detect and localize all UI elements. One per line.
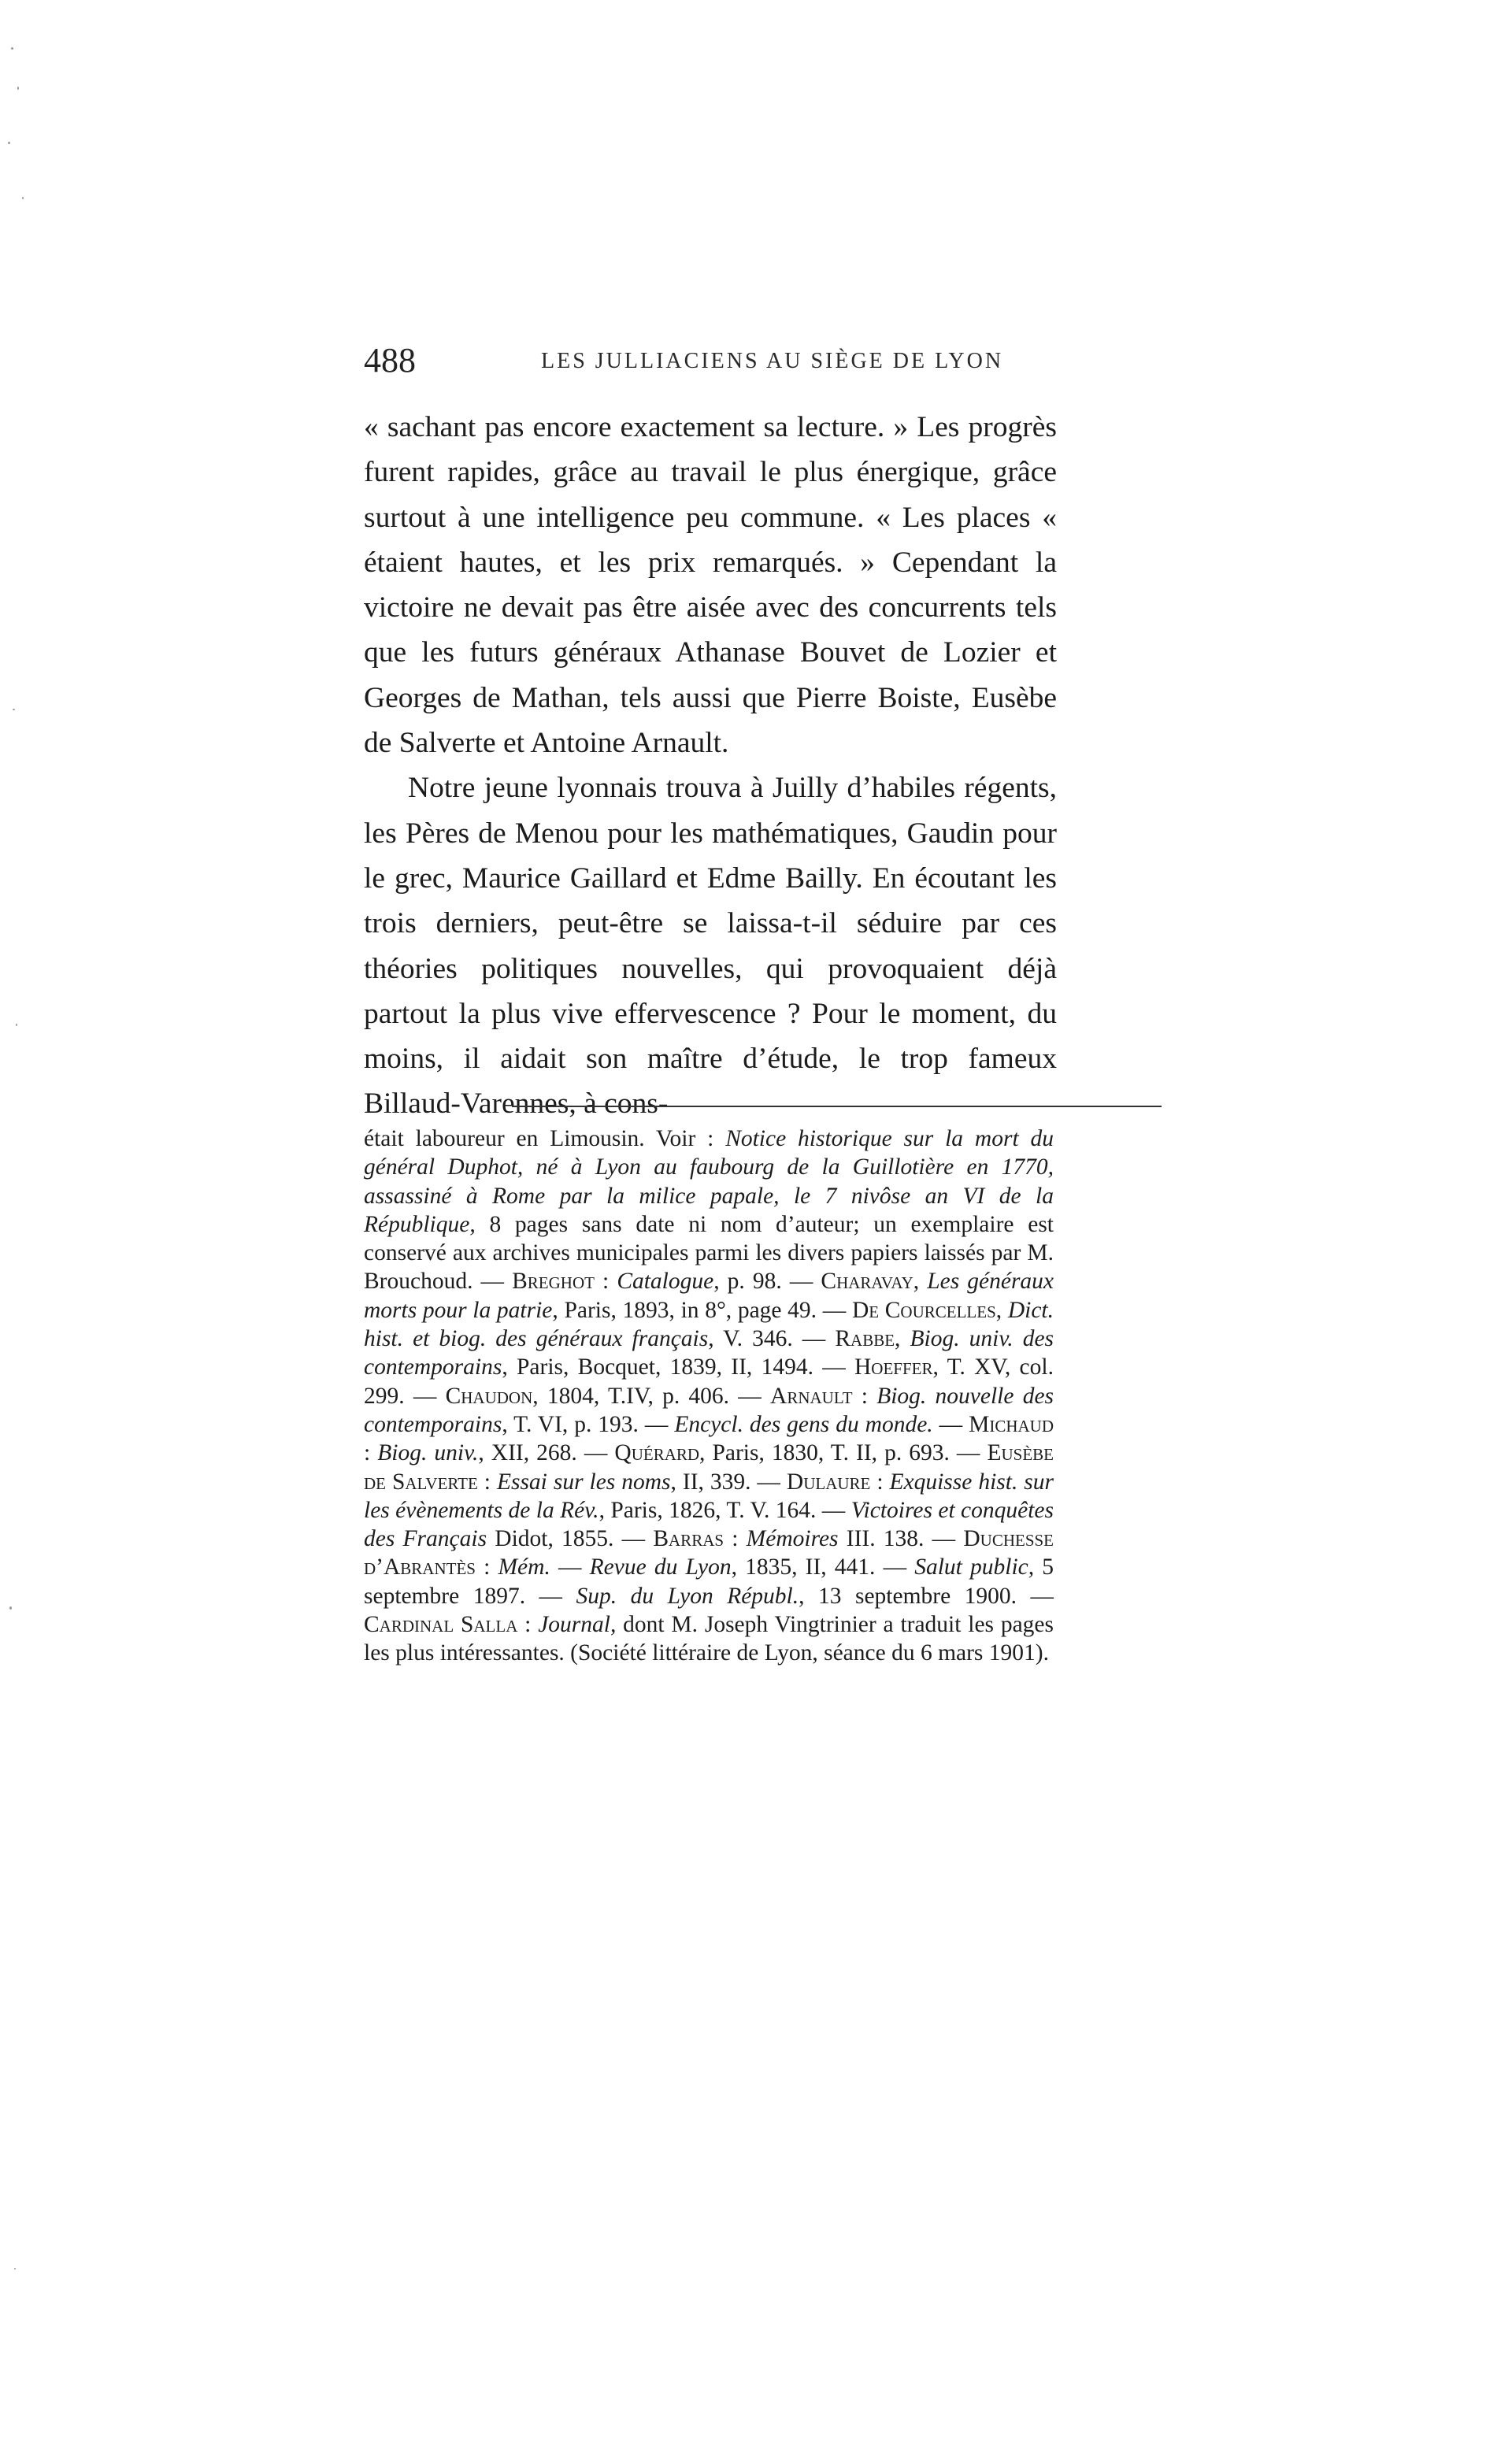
footnote-author: Duchesse d’Abrantès <box>364 1526 1054 1580</box>
scan-speck <box>8 142 10 144</box>
footnote-author: Cardinal Salla <box>364 1612 518 1638</box>
footnote-text: : <box>475 1554 498 1580</box>
footnote-text: Didot, 1855. — <box>487 1526 654 1552</box>
footnote-text: : <box>594 1269 617 1295</box>
footnote-title: Salut public, <box>914 1554 1035 1580</box>
page-number: 488 <box>364 341 416 380</box>
footnote-author: Hoeffer <box>854 1354 933 1380</box>
footnote-text: , T. VI, p. 193. — <box>502 1411 675 1437</box>
footnote-title: Sup. du Lyon Républ. <box>576 1583 799 1609</box>
footnote-text: , XII, 268. — <box>478 1440 615 1466</box>
footnote-text: , 1804, T.IV, p. 406. — <box>532 1383 771 1409</box>
footnote-text: dont M. Joseph Vingtrinier a traduit les pages les plus intéressantes. (Société littéraire de Lyon, séance du 6 mars 1901). <box>364 1612 1054 1666</box>
footnote-text: — <box>550 1554 590 1580</box>
scan-speck <box>17 87 19 90</box>
footnote-author: Arnault <box>770 1383 853 1409</box>
footnote-text: , II, 339. — <box>670 1469 787 1495</box>
scan-speck <box>9 1606 12 1610</box>
footnote-title: Encycl. des gens du monde. <box>674 1411 933 1437</box>
footnote-author: De Courcelles <box>851 1297 996 1323</box>
footnote-title: Biog. univ. <box>377 1440 479 1466</box>
footnote-text: , 13 septembre 1900. — <box>799 1583 1054 1609</box>
footnote-text: : <box>870 1469 890 1495</box>
footnote-title: Biog. nouvelle des contemporains <box>364 1383 1054 1437</box>
footnote-author: Barras <box>653 1526 724 1552</box>
footnote-title: Biog. univ. des contemporains <box>364 1326 1054 1380</box>
footnote-title: Catalogue <box>617 1269 714 1295</box>
footnote-title: Victoires et conquêtes des Français <box>364 1497 1054 1552</box>
footnote-title: Mémoires <box>746 1526 839 1552</box>
footnote-separator <box>512 1106 1162 1107</box>
footnote-text: III. 138. — <box>838 1526 964 1552</box>
footnote <box>364 1125 1054 1668</box>
footnote-text: : <box>517 1612 539 1638</box>
footnote-text: , Paris, 1826, T. V. 164. — <box>598 1497 851 1523</box>
footnote-text: 5 septembre 1897. — <box>364 1554 1054 1609</box>
footnote-author: Dulaure <box>786 1469 871 1495</box>
paragraph: Notre jeune lyonnais trouva à Juilly d’habiles régents, les Pères de Menou pour les mathématiques, Gaudin pour le grec, Maurice Gaillard et Edme Bailly. En écoutant les trois derniers, peut-être se laissa-t-il séduire par ces théories politiques nouvelles, qui provoquaient déjà partout la plus vive effervescence ? Pour le moment, du moins, il aidait son maître d’étude, le trop fameux Billaud-Varennes, à cons- <box>364 772 1057 1121</box>
footnote-title: Les généraux morts pour la patrie <box>364 1269 1054 1323</box>
scan-speck <box>22 197 24 199</box>
footnote-title: Revue du Lyon <box>589 1554 732 1580</box>
footnote-title: Exquisse hist. sur les évènements de la Rév. <box>364 1469 1054 1523</box>
footnote-title: Notice historique sur la mort du général Duphot, né à Lyon au faubourg de la Guillotière en 1770, assassiné à Rome par la milice papale, le 7 nivôse an VI de la République, <box>364 1126 1054 1237</box>
footnote-text: , V. 346. — <box>708 1326 836 1352</box>
footnote-text: 8 pages sans date ni nom d’auteur; un exemplaire est conservé aux archives municipales parmi les divers papiers laissés par M. Brouchoud. — <box>364 1211 1054 1295</box>
scan-speck <box>11 47 13 50</box>
footnote-title: Mém. <box>498 1554 550 1580</box>
footnote-text: , <box>895 1326 910 1352</box>
paragraph: « sachant pas encore exactement sa lecture. » Les progrès furent rapides, grâce au travail le plus énergique, grâce surtout à une intelligence peu commune. « Les places « étaient hautes, et les prix remarqués. » Cependant la victoire ne devait pas être aisée avec des concurrents tels que les futurs généraux Athanase Bouvet de Lozier et Georges de Mathan, tels aussi que Pierre Boiste, Eusèbe de Salverte et Antoine Arnault. <box>364 411 1057 760</box>
footnote-title: Journal, <box>538 1612 617 1638</box>
footnote-text: , <box>995 1297 1008 1323</box>
scan-speck <box>14 2268 16 2269</box>
footnote-text: : <box>364 1440 378 1466</box>
footnote-text: , 1835, II, 441. — <box>731 1554 915 1580</box>
footnote-text: — <box>932 1411 969 1437</box>
footnote-author: Eusèbe de Salverte <box>364 1440 1054 1495</box>
footnote-author: Chaudon <box>445 1383 533 1409</box>
scan-speck <box>16 1024 17 1026</box>
scan-speck <box>13 709 15 710</box>
footnote-text: : <box>852 1383 877 1409</box>
footnote-author: Charavay <box>821 1269 913 1295</box>
footnote-author: Rabbe <box>835 1326 895 1352</box>
footnote-text: , p. 98. — <box>713 1269 821 1295</box>
footnote-text: , Paris, 1893, in 8°, page 49. — <box>552 1297 852 1323</box>
page-header <box>364 340 1054 387</box>
footnote-title: Essai sur les noms <box>496 1469 671 1495</box>
footnote-text: , Paris, Bocquet, 1839, II, 1494. — <box>502 1354 854 1380</box>
main-text <box>364 405 1057 1127</box>
footnote-text: : <box>724 1526 747 1552</box>
footnote-author: Breghot <box>512 1269 595 1295</box>
footnote-text: , <box>913 1269 928 1295</box>
footnote-text: , T. XV, col. 299. — <box>364 1354 1054 1409</box>
footnote-author: Quérard <box>614 1440 700 1466</box>
running-title: LES JULLIACIENS AU SIÈGE DE LYON <box>541 349 1004 373</box>
footnote-text: : <box>477 1469 497 1495</box>
footnote-text: , Paris, 1830, T. II, p. 693. — <box>699 1440 988 1466</box>
footnote-text: était laboureur en Limousin. Voir : <box>364 1126 726 1151</box>
footnote-title: Dict. hist. et biog. des généraux français <box>364 1297 1054 1352</box>
footnote-author: Michaud <box>969 1411 1054 1437</box>
